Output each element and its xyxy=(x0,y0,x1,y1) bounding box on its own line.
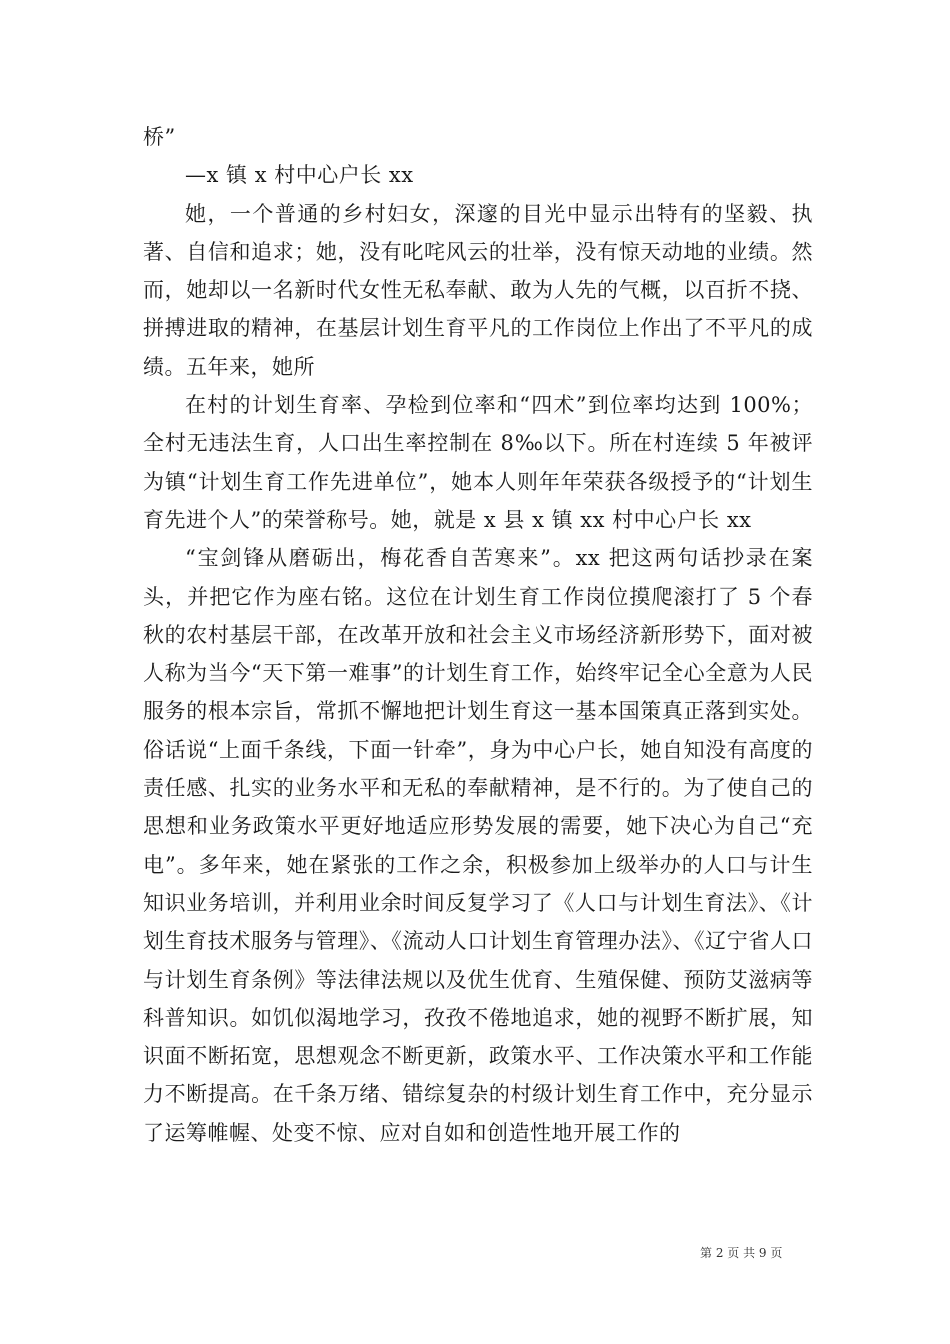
paragraph-attribution: —x 镇 x 村中心户长 xx xyxy=(185,163,414,188)
body-text xyxy=(143,118,813,1152)
paragraph-study: “宝剑锋从磨砺出，梅花香自苦寒来”。xx 把这两句话抄录在案头，并把它作为座右铭。这位在计划生育工作岗位摸爬滚打了 5 个春秋的农村基层干部，在改革开放和社会主义市场经济新形势下，面对被人称为当今“天下第一难事”的计划生育工作，始终牢记全心全意为人民服务的根本宗旨，常抓不懈地把计划生育这一基本国策真正落到实处。俗话说“上面千条线，下面一针牵”，身为中心户长，她自知没有高度的责任感、扎实的业务水平和无私的奉献精神，是不行的。为了使自己的思想和业务政策水平更好地适应形势发展的需要，她下决心为自己“充电”。多年来，她在紧张的工作之余，积极参加上级举办的人口与计生知识业务培训，并利用业余时间反复学习了《人口与计划生育法》、《计划生育技术服务与管理》、《流动人口计划生育管理办法》、《辽宁省人口与计划生育条例》等法律法规以及优生优育、生殖保健、预防艾滋病等科普知识。如饥似渴地学习，孜孜不倦地追求，她的视野不断扩展，知识面不断拓宽，思想观念不断更新，政策水平、工作决策水平和工作能力不断提高。在千条万绪、错综复杂的村级计划生育工作中，充分显示了运筹帷幄、处变不惊、应对自如和创造性地开展工作的 xyxy=(143,546,813,1145)
paragraph-continuation: 桥” xyxy=(143,125,176,149)
paragraph-intro: 她，一个普通的乡村妇女，深邃的目光中显示出特有的坚毅、执著、自信和追求；她，没有叱咤风云的壮举，没有惊天动地的业绩。然而，她却以一名新时代女性无私奉献、敢为人先的气概，以百折不挠、拼搏进取的精神，在基层计划生育平凡的工作岗位上作出了不平凡的成绩。五年来，她所 xyxy=(143,201,813,379)
page-number: 第 2 页 共 9 页 xyxy=(700,1246,783,1260)
paragraph-achievements: 在村的计划生育率、孕检到位率和“四术”到位率均达到 100%；全村无违法生育，人口出生率控制在 8‰以下。所在村连续 5 年被评为镇“计划生育工作先进单位”，她本人则年年荣获各级授予的“计划生育先进个人”的荣誉称号。她，就是 x 县 x 镇 xx 村中心户长 xx xyxy=(143,393,813,532)
